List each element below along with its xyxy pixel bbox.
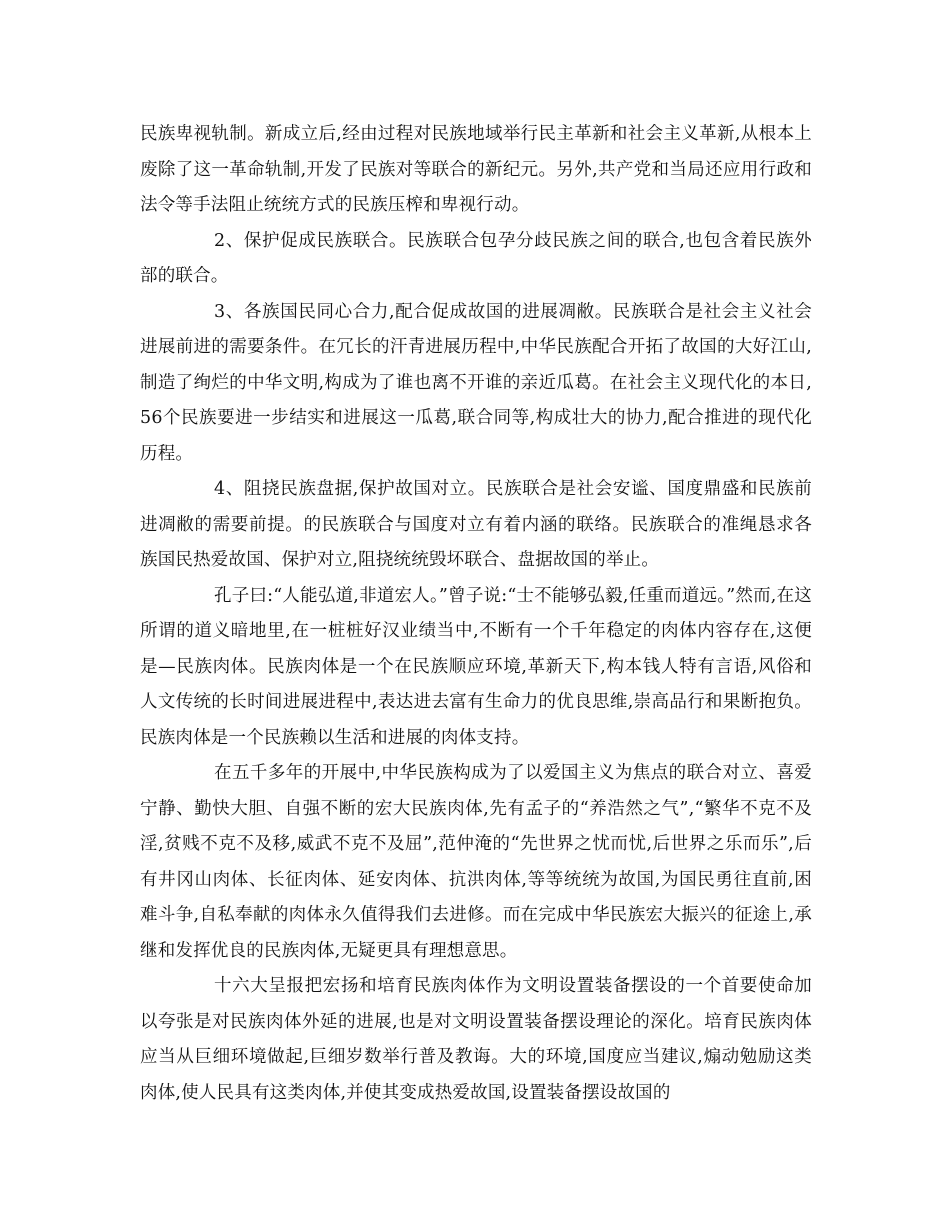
paragraph-2: 2、保护促成民族联合。民族联合包孕分歧民族之间的联合,也包含着民族外部的联合。 (140, 230, 812, 286)
paragraph-5: 孔子曰:“人能弘道,非道宏人。”曾子说:“士不能够弘毅,任重而道远。”然而,在这所谓的道义暗地里,在一桩桩好汉业绩当中,不断有一个千年稳定的肉体内容存在,这便是—民族肉体。民族肉体是一个在民族顺应环境,革新天下,构本钱人特有言语,风俗和人文传统的长时间进展进程中,表达进去富有生命力的优良思维,崇高品行和果断抱负。民族肉体是一个民族赖以生活和进展的肉体支持。 (140, 585, 812, 748)
paragraph-4: 4、阻挠民族盘据,保护故国对立。民族联合是社会安谧、国度鼎盛和民族前进凋敝的需要前提。的民族联合与国度对立有着内涵的联络。民族联合的准绳恳求各族国民热爱故国、保护对立,阻挠统统毁坏联合、盘据故国的举止。 (140, 479, 812, 570)
document-body (140, 117, 812, 1111)
paragraph-3: 3、各族国民同心合力,配合促成故国的进展凋敝。民族联合是社会主义社会进展前进的需要条件。在冗长的汗青进展历程中,中华民族配合开拓了故国的大好江山,制造了绚烂的中华文明,构成为了谁也离不开谁的亲近瓜葛。在社会主义现代化的本日,56个民族要进一步结实和进展这一瓜葛,联合同等,构成壮大的协力,配合推进的现代化历程。 (140, 301, 812, 464)
paragraph-1: 民族卑视轨制。新成立后,经由过程对民族地域举行民主革新和社会主义革新,从根本上废除了这一革命轨制,开发了民族对等联合的新纪元。另外,共产党和当局还应用行政和法令等手法阻止统统方式的民族压榨和卑视行动。 (140, 124, 812, 215)
paragraph-6: 在五千多年的开展中,中华民族构成为了以爱国主义为焦点的联合对立、喜爱宁静、勤快大胆、自强不断的宏大民族肉体,先有孟子的“养浩然之气”,“繁华不克不及淫,贫贱不克不及移,威武不克不及屈”,范仲淹的“先世界之忧而忧,后世界之乐而乐”,后有井冈山肉体、长征肉体、延安肉体、抗洪肉体,等等统统为故国,为国民勇往直前,困难斗争,自私奉献的肉体永久值得我们去进修。而在完成中华民族宏大振兴的征途上,承继和发挥优良的民族肉体,无疑更具有理想意思。 (140, 763, 812, 961)
paragraph-7: 十六大呈报把宏扬和培育民族肉体作为文明设置装备摆设的一个首要使命加以夸张是对民族肉体外延的进展,也是对文明设置装备摆设理论的深化。培育民族肉体应当从巨细环境做起,巨细岁数举行普及教诲。大的环境,国度应当建议,煽动勉励这类肉体,使人民具有这类肉体,并使其变成热爱故国,设置装备摆设故国的 (140, 976, 812, 1103)
